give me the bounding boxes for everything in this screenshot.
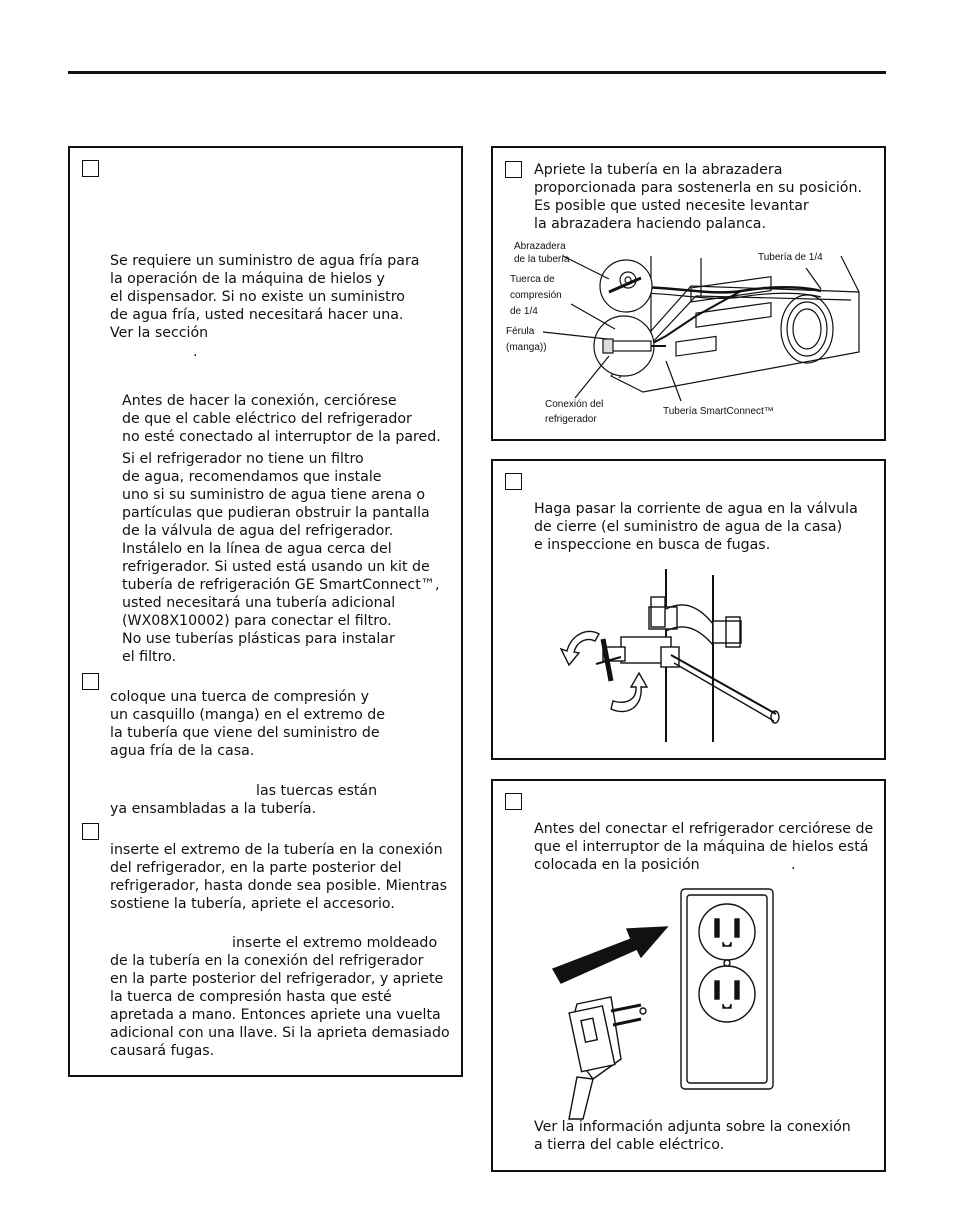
text-line: inserte el extremo de la tubería en la conexión [110,842,443,858]
text-line: Antes de hacer la conexión, cerciórese [122,393,397,409]
text-line: del refrigerador, en la parte posterior del [110,860,402,876]
text-line: Es posible que usted necesite levantar [534,198,809,214]
text-line: las tuercas están [256,783,378,799]
step-checkbox[interactable] [82,160,99,177]
text-line: coloque una tuerca de compresión y [110,689,370,705]
diagram-label: de la tubería [514,254,570,265]
diagram-label: Tuerca de [510,274,555,285]
text-line: . [791,857,796,873]
text-line: (WX08X10002) para conectar el filtro. [122,613,392,629]
top-rule [68,71,886,74]
text-line: partículas que pudieran obstruir la pantalla [122,505,430,521]
text-line: de agua, recomendamos que instale [122,469,382,485]
text-line: apretada a mano. Entonces apriete una vuelta [110,1007,441,1023]
label-tuberia-1-4: Tubería de 1/4 [758,252,823,263]
text-line: refrigerador. Si usted está usando un kit de [122,559,430,575]
text-line: . [193,344,198,360]
text-line: sostiene la tubería, apriete el accesorio. [110,896,395,912]
text-line: la abrazadera haciendo palanca. [534,216,766,232]
label-smartconnect: Tubería SmartConnect™ [663,406,774,417]
text-line: Haga pasar la corriente de agua en la válvula [534,501,858,517]
diagram-label: refrigerador [545,414,597,425]
text-line: Antes del conectar el refrigerador cerciórese de [534,821,874,837]
text-line: ya ensambladas a la tubería. [110,801,317,817]
text-line: no esté conectado al interruptor de la pared. [122,429,441,445]
text-line: en la parte posterior del refrigerador, y apriete [110,971,444,987]
text-line: No use tuberías plásticas para instalar [122,631,395,647]
text-line: usted necesitará una tubería adicional [122,595,396,611]
text-line: de cierre (el suministro de agua de la casa) [534,519,843,535]
text-line: a tierra del cable eléctrico. [534,1137,725,1153]
text-line: inserte el extremo moldeado [232,935,438,951]
text-line: la tuerca de compresión hasta que esté [110,989,392,1005]
text-line: el filtro. [122,649,177,665]
text-line: Ver la información adjunta sobre la conexión [534,1119,851,1135]
text-line: Se requiere un suministro de agua fría para [110,253,420,269]
text-line: de la válvula de agua del refrigerador. [122,523,394,539]
text-line: de que el cable eléctrico del refrigerador [122,411,412,427]
text-line: e inspeccione en busca de fugas. [534,537,771,553]
text-line: la operación de la máquina de hielos y [110,271,385,287]
text-line: la tubería que viene del suministro de [110,725,380,741]
text-line: de agua fría, usted necesitará hacer una. [110,307,404,323]
diagram-label: Abrazadera [514,241,566,252]
text-line: Si el refrigerador no tiene un filtro [122,451,364,467]
diagram-label: compresión [510,290,562,301]
text-line: causará fugas. [110,1043,215,1059]
text-line: proporcionada para sostenerla en su posición. [534,180,862,196]
outlet-plug-diagram [491,779,886,1172]
diagram-label: Férula [506,326,535,337]
shutoff-valve-diagram [491,459,886,760]
text-line: uno si su suministro de agua tiene arena o [122,487,426,503]
text-line: que el interruptor de la máquina de hielos está [534,839,869,855]
diagram-label: (manga)) [506,342,547,353]
text-line: Instálelo en la línea de agua cerca del [122,541,392,557]
text-line: de la tubería en la conexión del refrigerador [110,953,424,969]
step-checkbox[interactable] [82,673,99,690]
diagram-label: de 1/4 [510,306,538,317]
text-line: colocada en la posición [534,857,700,873]
text-line: Apriete la tubería en la abrazadera [534,162,783,178]
text-line: un casquillo (manga) en el extremo de [110,707,386,723]
text-line: adicional con una llave. Si la aprieta demasiado [110,1025,450,1041]
diagram-label: Conexión del [545,399,604,410]
text-line: tubería de refrigeración GE SmartConnect™, [122,577,440,593]
text-line: agua fría de la casa. [110,743,255,759]
text-line: el dispensador. Si no existe un suministro [110,289,405,305]
step-checkbox[interactable] [82,823,99,840]
text-line: refrigerador, hasta donde sea posible. Mientras [110,878,448,894]
text-line: Ver la sección [110,325,209,341]
